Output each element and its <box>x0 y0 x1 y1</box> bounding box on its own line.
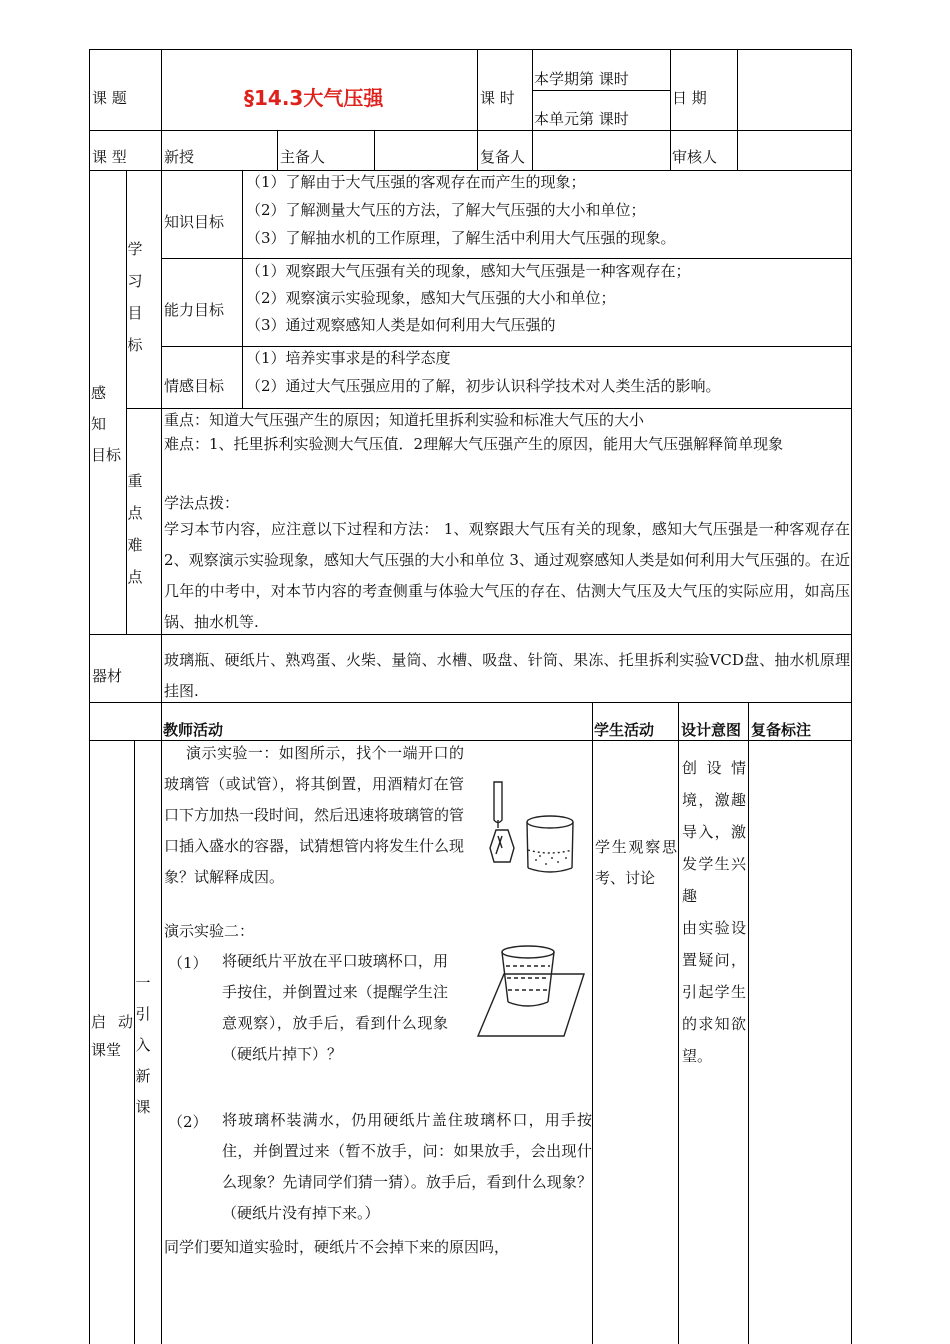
inverted-cup-figure <box>476 942 591 1042</box>
knowledge-item: （1）了解由于大气压强的客观存在而产生的现象； <box>246 173 586 191</box>
student-activity-header: 学生活动 <box>594 721 655 739</box>
ability-item: （1）观察跟大气压强有关的现象，感知大气压强是一种客观存在； <box>246 262 691 280</box>
ability-goals-label: 能力目标 <box>164 301 225 319</box>
knowledge-goals-label: 知识目标 <box>164 213 225 231</box>
period-label: 课 时 <box>480 89 515 107</box>
difficulty: 难点：1、托里拆利实验测大气压值．2理解大气压强产生的原因，能用大气压强解释简单现象 <box>164 435 784 453</box>
knowledge-item: （2）了解测量大气压的方法，了解大气压强的大小和单位； <box>246 201 646 219</box>
equipment-label: 器材 <box>92 667 123 685</box>
preparer-label: 主备人 <box>280 148 326 166</box>
topic-label: 课 题 <box>92 89 127 107</box>
perception-goals-label: 感 知 目标 <box>91 384 122 464</box>
method-title: 学法点拨： <box>164 494 240 512</box>
step-label: 一引入新课 <box>135 974 151 1116</box>
teacher-activity-header: 教师活动 <box>163 721 224 739</box>
key-difficulty-label: 重点难点 <box>127 472 143 586</box>
design-intent-text: 创设情境，激趣导入，激发学生兴趣 <box>682 759 746 905</box>
demo2-step1-text: 将硬纸片平放在平口玻璃杯口，用手按住，并倒置过来（提醒学生注意观察），放手后，看到什么现象（硬纸片掉下）？ <box>222 952 448 1063</box>
reviewer-label: 审核人 <box>672 148 718 166</box>
review-note-header: 复备标注 <box>751 721 812 739</box>
type-label: 课 型 <box>92 148 127 166</box>
knowledge-item: （3）了解抽水机的工作原理，了解生活中利用大气压强的现象。 <box>246 229 676 247</box>
demo2-step2-number: （2） <box>168 1113 208 1131</box>
design-intent-header: 设计意图 <box>681 721 742 739</box>
emotion-goals-label: 情感目标 <box>164 377 225 395</box>
method-text: 学习本节内容，应注意以下过程和方法： 1、观察跟大气压有关的现象，感知大气压强是一种客观存在 2、观察演示实验现象，感知大气压强的大小和单位 3、通过观察感知人类是如何利用大气压强的。在近几年的中考中，对本节内容的考查侧重与体验大气压的存在、估测大气压及大气压的实际应用，如高压锅、抽水机等. <box>164 520 850 631</box>
emotion-item: （2）通过大气压强应用的了解，初步认识科学技术对人类生活的影响。 <box>246 377 721 395</box>
unit-period: 本单元第 课时 <box>534 110 629 128</box>
design-intent-text: 由实验设置疑问，引起学生的求知欲望。 <box>682 919 746 1065</box>
semester-period: 本学期第 课时 <box>534 70 629 88</box>
ability-item: （2）观察演示实验现象，感知大气压强的大小和单位； <box>246 289 616 307</box>
demo2-title: 演示实验二： <box>164 922 255 940</box>
date-label: 日 期 <box>672 89 707 107</box>
demo1-text: 演示实验一：如图所示，找个一端开口的玻璃管（或试管），将其倒置，用酒精灯在管口下方加热一段时间，然后迅速将玻璃管的管口插入盛水的容器，试猜想管内将发生什么现象？试解释成因。 <box>164 744 465 886</box>
ability-item: （3）通过观察感知人类是如何利用大气压强的 <box>246 316 556 334</box>
co-preparer-label: 复备人 <box>480 148 526 166</box>
student-activity-text: 学生观察思考、讨论 <box>595 838 677 887</box>
demo2-step2-text: 将玻璃杯装满水，仍用硬纸片盖住玻璃杯口，用手按住，并倒置过来（暂不放手，问：如果放手，会出现什么现象？先请同学们猜一猜）。放手后，看到什么现象？（硬纸片没有掉下来。） <box>222 1111 592 1222</box>
lesson-title: §14.3大气压强 <box>244 86 384 110</box>
test-tube-beaker-figure <box>488 778 578 878</box>
equipment-text: 玻璃瓶、硬纸片、熟鸡蛋、火柴、量筒、水槽、吸盘、针筒、果冻、托里拆利实验VCD盘、抽水机原理挂图. <box>164 651 850 700</box>
key-point: 重点：知道大气压强产生的原因；知道托里拆利实验和标准大气压的大小 <box>164 411 645 429</box>
type-value: 新授 <box>164 148 195 166</box>
demo-closing-text: 同学们要知道实验时，硬纸片不会掉下来的原因吗， <box>164 1238 510 1256</box>
stage-label: 启 动 课堂 <box>91 1013 133 1059</box>
emotion-item: （1）培养实事求是的科学态度 <box>246 349 451 367</box>
demo2-step1-number: （1） <box>168 954 208 972</box>
study-goals-label: 学习目标 <box>127 240 143 354</box>
